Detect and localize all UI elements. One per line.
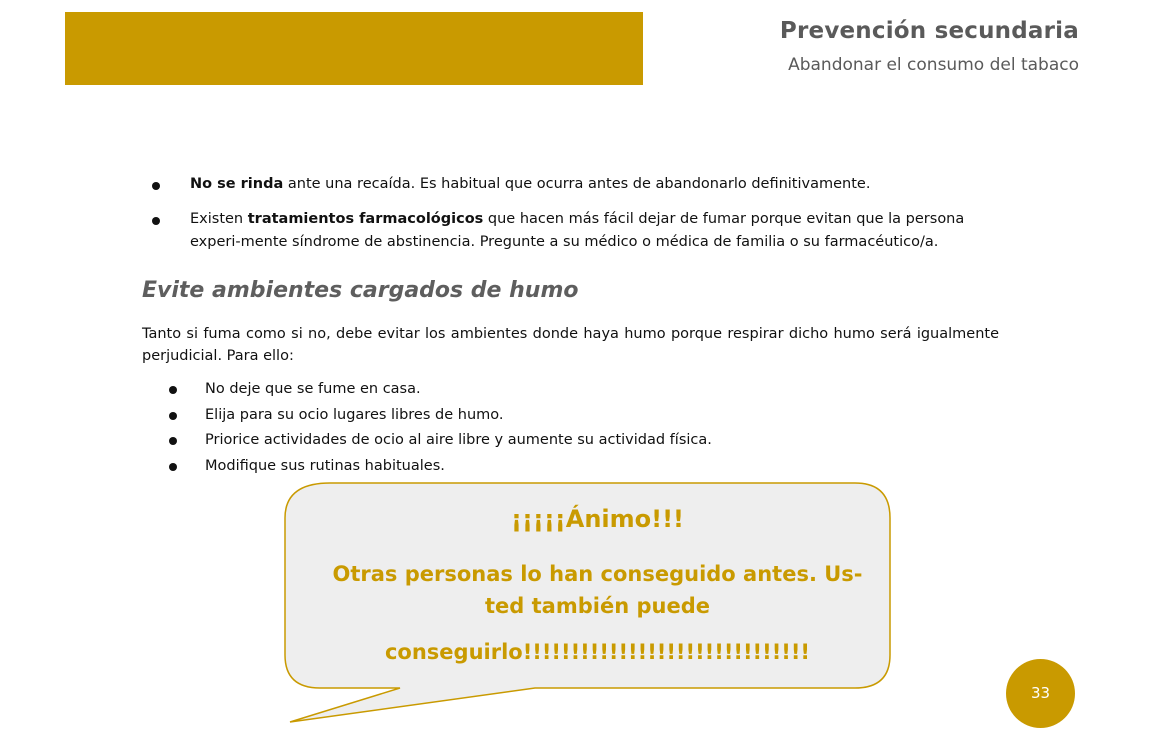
tip-bold: tratamientos farmacológicos — [247, 211, 484, 227]
list-item-text: Elija para su ocio lugares libres de humo. — [205, 406, 504, 423]
tip-text: que hacen más fácil dejar de fumar porque evitan que la persona experi-mente síndrome de abstinencia. Pregunte a su médico o médica de familia o su farmacéutico/a. — [190, 211, 965, 250]
encouragement-title: ¡¡¡¡¡Ánimo!!! — [511, 505, 684, 533]
tip-text: ante una recaída. Es habitual que ocurra antes de abandonarlo definitivamente. — [283, 176, 871, 192]
page-number: 33 — [1006, 659, 1075, 728]
section-paragraph: Tanto si fuma como si no, debe evitar los ambientes donde haya humo porque respirar dicho humo será igualmente perjudicial. Para ello: — [142, 326, 999, 364]
tip-prefix: Existen — [190, 211, 248, 227]
list-item-text: Modifique sus rutinas habituales. — [205, 457, 445, 474]
encouragement-closing: conseguirlo!!!!!!!!!!!!!!!!!!!!!!!!!!!!!! — [384, 640, 811, 664]
list-item-text: Priorice actividades de ocio al aire libre y aumente su actividad física. — [205, 432, 712, 448]
encouragement-message: Otras personas lo han conseguido antes. Us-ted también puede — [332, 562, 863, 618]
tip-bold: No se rinda — [190, 176, 284, 192]
section-heading: Evite ambientes cargados de humo — [142, 278, 579, 303]
page-title: Prevención secundaria — [779, 18, 1079, 44]
list-item-text: No deje que se fume en casa. — [205, 381, 421, 397]
page-subtitle: Abandonar el consumo del tabaco — [788, 55, 1079, 75]
